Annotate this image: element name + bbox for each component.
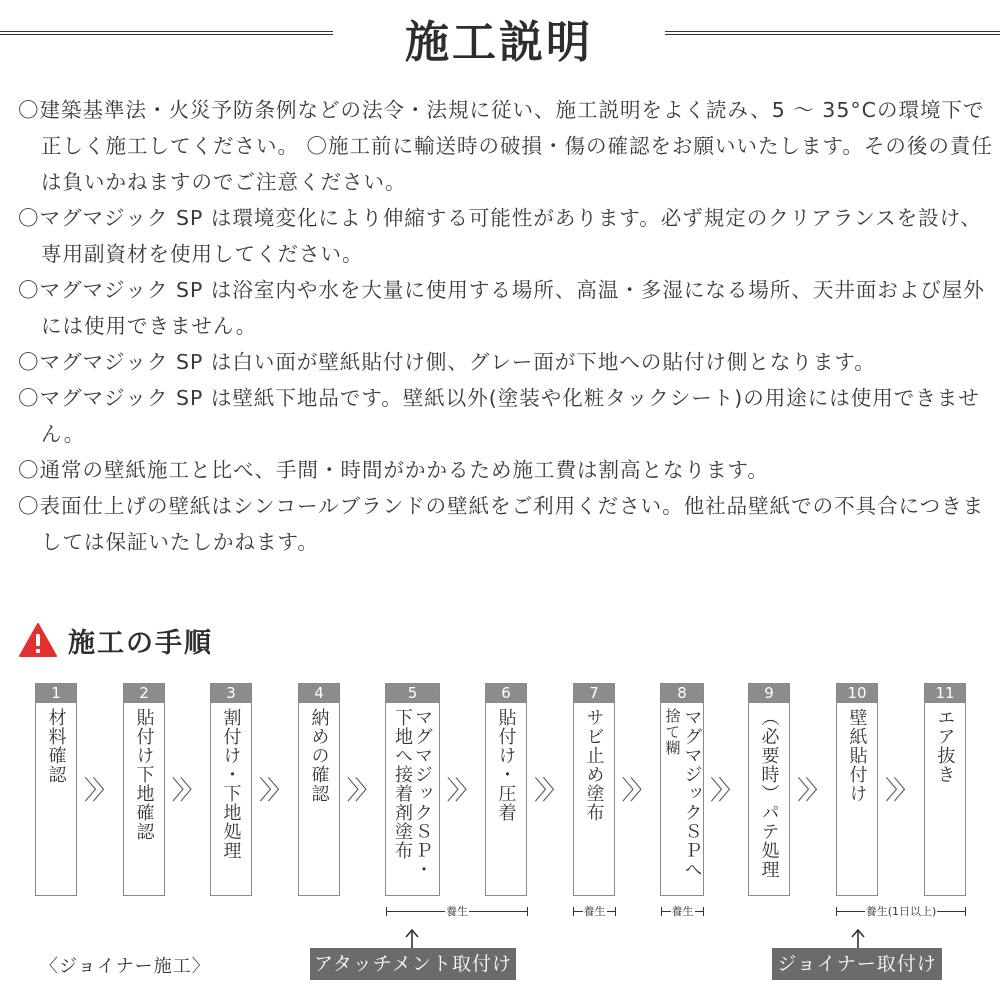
step-number: 6 (486, 684, 526, 703)
step-separator: 〉〉 (621, 776, 651, 806)
curing-label: 養生 (583, 905, 606, 918)
note-item: 〇マグマジック SP は白い面が壁紙貼付け側、グレー面が下地への貼付け側となります。 (18, 350, 876, 374)
step-label: 壁紙貼付け (846, 708, 868, 803)
curing-tick (661, 907, 662, 916)
step-label: マグマジックＳＰ・ (412, 708, 433, 879)
procedure-heading (18, 620, 213, 660)
curing-bracket (386, 903, 528, 919)
step-box (385, 683, 440, 896)
page-title: 施工説明 (405, 17, 593, 68)
header-rule-right (665, 31, 1000, 35)
note-item: 〇建築基準法・火災予防条例などの法令・法規に従い、施工説明をよく読み、5 〜 35°Cの環境下で正しく施工してください。 〇施工前に輸送時の破損・傷の確認をお願いいたします。その後の責任は負いかねますのでご注意ください。 (18, 98, 993, 194)
step-separator: 〉〉 (797, 776, 827, 806)
note-item: 〇マグマジック SP は壁紙下地品です。壁紙以外(塗装や化粧タックシート)の用途には使用できません。 (18, 386, 980, 446)
step-number: 1 (36, 684, 76, 703)
curing-label: 養生 (671, 905, 694, 918)
step-box (35, 683, 77, 896)
step-box (123, 683, 165, 896)
step-label: マグマジックＳＰへ (681, 708, 703, 879)
step-label: 納めの確認 (308, 708, 330, 803)
arrow-up-icon (850, 928, 866, 950)
procedure-title: 施工の手順 (68, 627, 213, 659)
curing-tick (527, 907, 528, 916)
curing-tick (703, 907, 704, 916)
step-separator: 〉〉 (710, 776, 740, 806)
joiner-install-label: ジョイナー取付け (772, 948, 942, 980)
step-label: 下地へ接着剤塗布 (392, 708, 413, 860)
curing-bracket (836, 903, 966, 919)
step-box (210, 683, 252, 896)
step-box (748, 683, 790, 896)
curing-bracket (573, 903, 616, 919)
step-number: 10 (837, 684, 877, 703)
note-item: 〇表面仕上げの壁紙はシンコールブランドの壁紙をご利用ください。他社品壁紙での不具合につきましては保証いたしかねます。 (18, 494, 985, 554)
step-separator: 〉〉 (446, 776, 476, 806)
step-label: 材料確認 (45, 708, 67, 784)
step-box (660, 683, 704, 896)
curing-tick (615, 907, 616, 916)
note-item: 〇マグマジック SP は浴室内や水を大量に使用する場所、高温・多湿になる場所、天井面および屋外には使用できません。 (18, 278, 985, 338)
step-number: 8 (661, 684, 703, 703)
curing-tick (965, 907, 966, 916)
curing-label: 養生(1日以上) (865, 905, 937, 918)
step-number: 2 (124, 684, 164, 703)
curing-tick (573, 907, 574, 916)
step-number: 5 (386, 684, 439, 703)
curing-label: 養生 (446, 905, 468, 918)
step-label: サビ止め塗布 (583, 708, 605, 822)
warning-icon (18, 622, 58, 658)
step-separator: 〉〉 (885, 776, 915, 806)
step-separator: 〉〉 (534, 776, 564, 806)
step-label: エア抜き (934, 708, 956, 784)
header-rule-left (0, 31, 333, 35)
step-box (485, 683, 527, 896)
note-item: 〇マグマジック SP は環境変化により伸縮する可能性があります。必ず規定のクリアランスを設け、専用副資材を使用してください。 (18, 206, 982, 266)
attachment-install-label: アタッチメント取付け (310, 948, 516, 980)
step-box (924, 683, 966, 896)
step-box (836, 683, 878, 896)
curing-tick (386, 907, 387, 916)
step-box (573, 683, 615, 896)
step-label: （必要時）パテ処理 (758, 708, 780, 879)
step-number: 4 (299, 684, 339, 703)
instruction-notes (18, 92, 993, 560)
step-label: 割付け・下地処理 (220, 708, 242, 860)
step-label: 捨て糊 (663, 708, 682, 756)
arrow-up-icon (404, 928, 420, 950)
step-label: 貼付け下地確認 (133, 708, 155, 841)
step-number: 7 (574, 684, 614, 703)
step-number: 11 (925, 684, 965, 703)
joiner-work-note: 〈ジョイナー施工〉 (40, 956, 211, 977)
step-separator: 〉〉 (84, 776, 114, 806)
step-label: 貼付け・圧着 (495, 708, 517, 822)
step-separator: 〉〉 (346, 776, 376, 806)
curing-tick (836, 907, 837, 916)
step-number: 3 (211, 684, 251, 703)
step-separator: 〉〉 (259, 776, 289, 806)
step-number: 9 (749, 684, 789, 703)
step-separator: 〉〉 (171, 776, 201, 806)
curing-bracket (661, 903, 704, 919)
note-item: 〇通常の壁紙施工と比べ、手間・時間がかかるため施工費は割高となります。 (18, 458, 769, 482)
step-box (298, 683, 340, 896)
